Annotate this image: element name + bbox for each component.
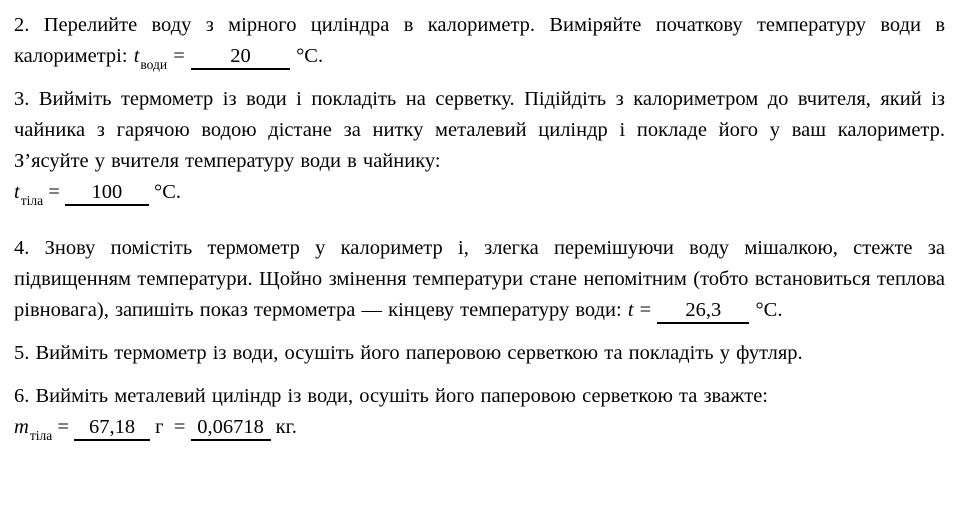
text-run: 3. Вийміть термометр із води і покладіть на серветку. Підійдіть з калориметром до вчителя, який із чайника з гарячою водою дістане за нитку металевий циліндр і покладе його у ваш калориметр. З’ясуйте у вчителя температуру води в чайнику: — [14, 88, 945, 172]
variable-subscript: тіла — [29, 428, 53, 444]
text-run: = — [52, 416, 75, 438]
step-2 — [14, 10, 945, 72]
variable-symbol: t — [627, 299, 634, 321]
step-4 — [14, 233, 945, 326]
step-6-formula — [14, 412, 945, 442]
formula-variable — [14, 181, 44, 209]
text-run: = — [633, 299, 658, 321]
formula-variable — [14, 416, 53, 444]
variable-subscript: води — [140, 57, 168, 73]
step-5 — [14, 338, 945, 369]
filled-blank-value: 67,18 — [74, 416, 150, 441]
variable-subscript: тіла — [20, 193, 44, 209]
text-run: 4. Знову помістіть термометр у калориметр і, злегка перемішуючи воду мішалкою, стежте за підвищенням температури. Щойно змінення температури стане непомітним (тобто встановиться теплова рівновага), запишіть показ термометра — кінцеву температуру води: — [14, 237, 945, 321]
variable-symbol: t — [133, 45, 140, 67]
text-run: °С. — [749, 299, 783, 321]
step-6 — [14, 381, 945, 442]
filled-blank-value: 20 — [191, 45, 290, 70]
step-5-text — [14, 338, 945, 369]
filled-blank-value: 26,3 — [657, 299, 749, 324]
step-2-text — [14, 10, 945, 72]
step-3 — [14, 84, 945, 207]
variable-symbol: m — [14, 416, 29, 438]
text-run: 6. Вийміть металевий циліндр із води, осушіть його паперовою серветкою та зважте: — [14, 385, 768, 407]
text-run: г = — [150, 416, 191, 438]
text-run: 5. Вийміть термометр із води, осушіть його паперовою серветкою та покладіть у футляр. — [14, 342, 803, 364]
filled-blank-value: 0,06718 — [191, 416, 271, 441]
text-run: °С. — [148, 181, 182, 203]
step-4-text — [14, 233, 945, 326]
text-run: 2. Перелийте воду з мірного циліндра в калориметр. Виміряйте початкову температуру води в калориметрі: — [14, 14, 945, 67]
text-run: = — [43, 181, 65, 203]
text-run: °С. — [289, 45, 324, 67]
step-6-text — [14, 381, 945, 412]
worksheet-content — [14, 10, 945, 442]
formula-variable — [133, 45, 168, 73]
filled-blank-value: 100 — [65, 181, 149, 206]
text-run: кг. — [270, 416, 297, 438]
step-3-formula — [14, 177, 945, 207]
variable-symbol: t — [14, 181, 20, 203]
text-run: = — [167, 45, 191, 67]
step-3-text — [14, 84, 945, 177]
